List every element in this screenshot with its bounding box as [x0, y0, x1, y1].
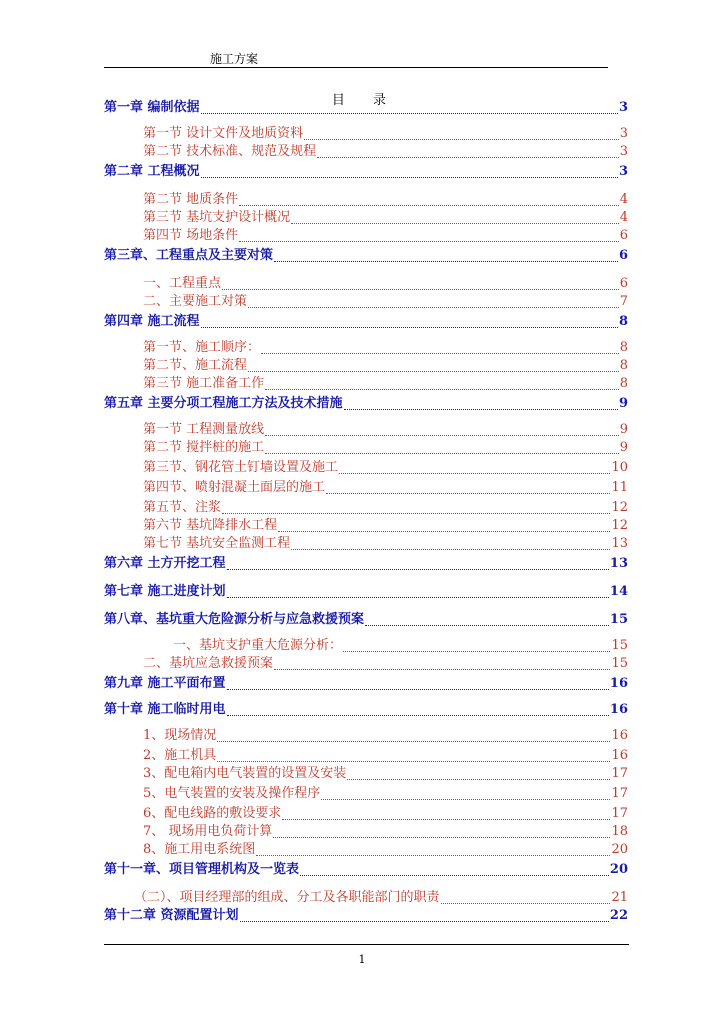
toc-chapter-entry[interactable]	[104, 554, 628, 572]
toc-dot-leader	[239, 191, 619, 206]
toc-chapter-entry[interactable]	[104, 610, 628, 628]
toc-dot-leader	[265, 421, 619, 436]
toc-dot-leader	[278, 517, 610, 532]
toc-section-entry[interactable]	[143, 124, 628, 142]
toc-dot-leader	[343, 637, 610, 652]
toc-dot-leader	[227, 675, 609, 690]
toc-entry-title: 第七章 施工进度计划	[104, 584, 226, 599]
toc-chapter-entry[interactable]	[104, 394, 628, 412]
toc-dot-leader	[217, 747, 610, 762]
toc-entry-page: 6	[619, 276, 628, 291]
toc-entry-title: 一、工程重点	[143, 276, 222, 291]
toc-entry-page: 8	[619, 340, 628, 355]
toc-dot-leader	[240, 907, 609, 922]
toc-section-entry[interactable]	[173, 636, 628, 654]
toc-entry-title: 第四章 施工流程	[104, 314, 200, 329]
toc-dot-leader	[365, 611, 609, 626]
toc-entry-title: 第一节、施工顺序：	[143, 340, 261, 355]
toc-entry-page: 21	[611, 890, 628, 905]
toc-section-entry[interactable]	[143, 374, 628, 392]
toc-section-entry[interactable]	[143, 478, 628, 496]
toc-entry-page: 16	[609, 676, 628, 691]
toc-section-entry[interactable]	[143, 498, 628, 516]
toc-entry-title: 第六章 土方开挖工程	[104, 556, 226, 571]
page-header-title: 施工方案	[210, 52, 259, 66]
toc-dot-leader	[317, 143, 619, 158]
toc-dot-leader	[282, 805, 610, 820]
toc-section-entry[interactable]	[143, 746, 628, 764]
toc-entry-title: 二、主要施工对策	[143, 294, 248, 309]
toc-entry-title: 8、施工用电系统图	[143, 842, 256, 857]
toc-entry-page: 11	[611, 480, 628, 495]
footer-rule	[104, 944, 629, 945]
toc-entry-title: 第四节 场地条件	[143, 228, 239, 243]
toc-entry-page: 3	[618, 100, 628, 115]
toc-entry-title: 3、配电箱内电气装置的设置及安装	[143, 766, 347, 781]
toc-entry-title: 第三节、钢花管土钉墙设置及施工	[143, 460, 339, 475]
toc-entry-title: 第三节 施工准备工作	[143, 376, 265, 391]
toc-section-entry[interactable]	[143, 338, 628, 356]
toc-section-entry[interactable]	[143, 784, 628, 802]
toc-entry-title: 第二节 搅拌桩的施工	[143, 440, 265, 455]
toc-section-entry[interactable]	[143, 726, 628, 744]
toc-chapter-entry[interactable]	[104, 246, 628, 264]
toc-entry-title: 第十二章 资源配置计划	[104, 908, 239, 923]
toc-entry-page: 6	[618, 248, 628, 263]
toc-entry-page: 14	[609, 584, 628, 599]
toc-entry-title: 第九章 施工平面布置	[104, 676, 226, 691]
toc-entry-page: 16	[611, 728, 628, 743]
page-number: 1	[358, 953, 366, 966]
toc-section-entry[interactable]	[143, 292, 628, 310]
toc-entry-page: 8	[618, 314, 628, 329]
toc-dot-leader	[201, 163, 618, 178]
toc-section-entry[interactable]	[143, 764, 628, 782]
toc-entry-page: 17	[611, 766, 628, 781]
toc-dot-leader	[273, 823, 610, 838]
toc-dot-leader	[201, 99, 618, 114]
toc-section-entry[interactable]	[134, 888, 628, 906]
toc-entry-page: 15	[609, 612, 628, 627]
toc-section-entry[interactable]	[143, 516, 628, 534]
toc-entry-page: 10	[611, 460, 628, 475]
toc-entry-page: 9	[618, 396, 628, 411]
toc-entry-page: 3	[618, 164, 628, 179]
toc-dot-leader	[201, 313, 618, 328]
toc-entry-title: 第六节 基坑降排水工程	[143, 518, 278, 533]
toc-entry-page: 3	[619, 126, 628, 141]
toc-entry-title: 第二节 地质条件	[143, 192, 239, 207]
toc-entry-page: 12	[611, 500, 628, 515]
toc-dot-leader	[274, 247, 618, 262]
toc-entry-title: 5、电气装置的安装及操作程序	[143, 786, 321, 801]
toc-dot-leader	[227, 555, 609, 570]
toc-section-entry[interactable]	[143, 208, 628, 226]
toc-entry-title: 第八章、基坑重大危险源分析与应急救援预案	[104, 612, 365, 627]
toc-entry-title: 1、现场情况	[143, 728, 217, 743]
toc-entry-title: （二）、项目经理部的组成、分工及各职能部门的职责	[134, 890, 440, 905]
toc-dot-leader	[304, 125, 619, 140]
toc-section-entry[interactable]	[143, 420, 628, 438]
toc-dot-leader	[265, 375, 619, 390]
toc-entry-page: 3	[619, 144, 628, 159]
toc-entry-title: 第一章 编制依据	[104, 100, 200, 115]
toc-dot-leader	[222, 275, 619, 290]
toc-section-entry[interactable]	[143, 190, 628, 208]
toc-entry-title: 第二章 工程概况	[104, 164, 200, 179]
toc-entry-title: 第三节 基坑支护设计概况	[143, 210, 291, 225]
toc-dot-leader	[261, 339, 619, 354]
toc-entry-page: 18	[611, 824, 628, 839]
toc-entry-title: 第一节 工程测量放线	[143, 422, 265, 437]
toc-entry-page: 6	[619, 228, 628, 243]
toc-entry-title: 第十一章、项目管理机构及一览表	[104, 862, 300, 877]
toc-dot-leader	[222, 499, 610, 514]
toc-section-entry[interactable]	[143, 226, 628, 244]
toc-entry-title: 第五章 主要分项工程施工方法及技术措施	[104, 396, 343, 411]
toc-entry-page: 13	[609, 556, 628, 571]
toc-dot-leader	[291, 209, 619, 224]
toc-entry-page: 4	[619, 210, 628, 225]
toc-entry-page: 12	[611, 518, 628, 533]
toc-entry-title: 第七节 基坑安全监测工程	[143, 536, 291, 551]
toc-chapter-entry[interactable]	[104, 162, 628, 180]
toc-entry-page: 17	[611, 786, 628, 801]
toc-entry-title: 第二节、施工流程	[143, 358, 248, 373]
toc-entry-title: 6、配电线路的敷设要求	[143, 806, 282, 821]
toc-chapter-entry[interactable]	[104, 906, 628, 924]
toc-dot-leader	[344, 395, 618, 410]
toc-entry-title: 一、基坑支护重大危源分析：	[173, 638, 343, 653]
toc-entry-page: 20	[611, 842, 628, 857]
toc-dot-leader	[217, 727, 610, 742]
toc-entry-title: 第十章 施工临时用电	[104, 702, 226, 717]
toc-chapter-entry[interactable]	[104, 98, 628, 116]
toc-dot-leader	[347, 765, 610, 780]
toc-entry-page: 15	[611, 638, 628, 653]
toc-dot-leader	[248, 357, 619, 372]
toc-chapter-entry[interactable]	[104, 582, 628, 600]
toc-dot-leader	[256, 841, 610, 856]
toc-dot-leader	[248, 293, 619, 308]
toc-entry-page: 8	[619, 358, 628, 373]
toc-entry-page: 17	[611, 806, 628, 821]
toc-dot-leader	[265, 439, 619, 454]
toc-section-entry[interactable]	[143, 438, 628, 456]
toc-section-entry[interactable]	[143, 274, 628, 292]
toc-section-entry[interactable]	[143, 534, 628, 552]
toc-entry-title: 7、 现场用电负荷计算	[143, 824, 273, 839]
toc-entry-page: 13	[611, 536, 628, 551]
toc-entry-page: 22	[609, 908, 628, 923]
toc-section-entry[interactable]	[143, 804, 628, 822]
toc-entry-page: 7	[619, 294, 628, 309]
toc-dot-leader	[291, 535, 610, 550]
toc-chapter-entry[interactable]	[104, 312, 628, 330]
toc-dot-leader	[321, 785, 610, 800]
toc-dot-leader	[227, 701, 609, 716]
toc-section-entry[interactable]	[143, 458, 628, 476]
toc-section-entry[interactable]	[143, 822, 628, 840]
toc-entry-page: 9	[619, 440, 628, 455]
toc-entry-page: 8	[619, 376, 628, 391]
toc-dot-leader	[326, 479, 610, 494]
toc-chapter-entry[interactable]	[104, 860, 628, 878]
toc-dot-leader	[300, 861, 609, 876]
toc-entry-title: 2、施工机具	[143, 748, 217, 763]
toc-section-entry[interactable]	[143, 654, 628, 672]
toc-entry-title: 第二节 技术标准、规范及规程	[143, 144, 317, 159]
toc-entry-title: 第五节、注浆	[143, 500, 222, 515]
toc-entry-page: 16	[609, 702, 628, 717]
toc-section-entry[interactable]	[143, 840, 628, 858]
toc-entry-title: 第四节、喷射混凝土面层的施工	[143, 480, 326, 495]
toc-entry-page: 15	[611, 656, 628, 671]
toc-entry-page: 20	[609, 862, 628, 877]
toc-chapter-entry[interactable]	[104, 674, 628, 692]
toc-entry-title: 第一节 设计文件及地质资料	[143, 126, 304, 141]
toc-title: 目 录	[331, 93, 399, 108]
toc-entry-title: 第三章、工程重点及主要对策	[104, 248, 274, 263]
toc-chapter-entry[interactable]	[104, 700, 628, 718]
toc-entry-page: 9	[619, 422, 628, 437]
toc-dot-leader	[339, 459, 610, 474]
toc-dot-leader	[441, 889, 611, 904]
toc-entry-page: 16	[611, 748, 628, 763]
toc-section-entry[interactable]	[143, 142, 628, 160]
toc-entry-page: 4	[619, 192, 628, 207]
toc-dot-leader	[274, 655, 610, 670]
toc-dot-leader	[239, 227, 619, 242]
toc-dot-leader	[227, 583, 609, 598]
toc-entry-title: 二、基坑应急救援预案	[143, 656, 274, 671]
toc-section-entry[interactable]	[143, 356, 628, 374]
